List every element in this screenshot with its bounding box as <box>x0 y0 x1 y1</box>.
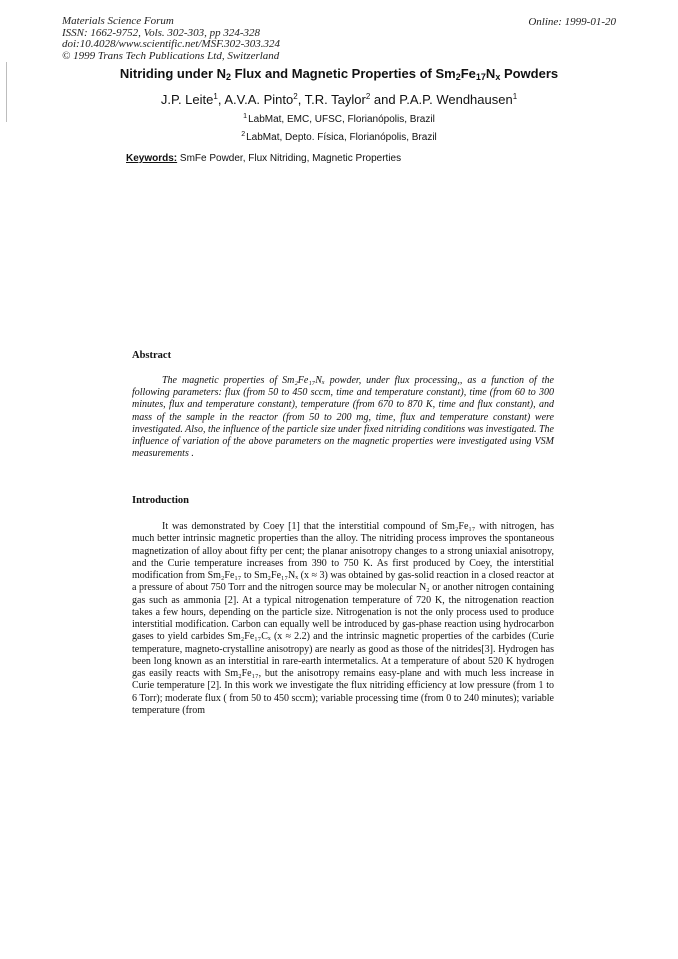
title-part: N <box>485 66 496 81</box>
author-name: and P.A.P. Wendhausen <box>370 92 513 107</box>
affiliation-number: 1 <box>243 113 248 120</box>
abstract-body: The magnetic properties of Sm₂Fe₁₇Nₓ powder, under flux processing,, as a function of the following parameters: flux (from 50 to 450 sccm, time and temperature constant), time (from 60 to 300 minutes, flux and temperature constant), temperature (from 670 to 870 K, time and flux constant), and mass of the sample in the reactor (from 50 to 200 mg, time, flux and temperature constant) were investigated. Also, the influence of the particle size under fixed nitriding conditions was investigated. The influence of variation of the above parameters on the magnetic properties were investigated using VSM measurements . <box>132 375 554 460</box>
author-affil-ref: 2 <box>293 92 298 101</box>
keywords <box>126 153 401 164</box>
doi-line[interactable]: doi:10.4028/www.scientific.net/MSF.302-303.324 <box>62 38 281 50</box>
title-part: Nitriding under N <box>119 66 227 81</box>
author-affil-ref: 2 <box>365 92 371 101</box>
title-subscript: 2 <box>455 72 461 82</box>
introduction-heading: Introduction <box>132 495 189 506</box>
affiliation-1 <box>0 113 678 125</box>
author-name: , T.R. Taylor <box>297 92 366 107</box>
title-part: Powders <box>500 66 559 81</box>
title-subscript: 17 <box>475 72 486 82</box>
title-subscript: x <box>495 72 501 82</box>
author-affil-ref: 1 <box>512 92 518 101</box>
online-date: Online: 1999-01-20 <box>528 16 616 28</box>
author-name: J.P. Leite <box>160 92 214 107</box>
keywords-text: SmFe Powder, Flux Nitriding, Magnetic Properties <box>177 153 402 164</box>
author-affil-ref: 1 <box>213 92 218 101</box>
affiliation-number: 2 <box>241 131 246 138</box>
paper-title <box>0 66 678 82</box>
title-part: Flux and Magnetic Properties of Sm <box>231 66 456 81</box>
abstract-heading: Abstract <box>132 350 172 361</box>
affiliation-2 <box>0 131 678 143</box>
author-list <box>0 92 678 107</box>
affiliation-text: LabMat, EMC, UFSC, Florianópolis, Brazil <box>248 114 435 125</box>
title-subscript: 2 <box>226 72 232 82</box>
title-part: Fe <box>460 66 476 81</box>
copyright-line: © 1999 Trans Tech Publications Ltd, Switzerland <box>62 49 280 62</box>
keywords-label: Keywords: <box>126 153 178 164</box>
author-name: , A.V.A. Pinto <box>217 92 294 107</box>
affiliation-text: LabMat, Depto. Física, Florianópolis, Brazil <box>246 132 437 143</box>
issn-line: ISSN: 1662-9752, Vols. 302-303, pp 324-328 <box>62 26 260 39</box>
introduction-body: It was demonstrated by Coey [1] that the interstitial compound of Sm₂Fe₁₇ with nitrogen, has much better intrinsic magnetic properties than the alloy. The nitriding process improves the spontaneous magnetization of alloy about fifty per cent; the planar anisotropy changes to a strong uniaxial anisotropy, and the Curie temperature increases from 390 to 750 K. As first produced by Coey, the interstitial modification from Sm₂Fe₁₇ to Sm₂Fe₁₇Nₓ (x ≈ 3) was obtained by gas-solid reaction in a closed reactor at a pressure of about 750 Torr and the nitrogen source may be molecular N₂ or another nitrogen containing gas such as ammonia [2]. At a typical nitrogenation temperature of 720 K, the nitrogenation reaction takes a few hours, depending on the particle size. Nitrogenation is not the only process used to produce interstitial modification. Carbon can equally well be introduced by gas-phase reaction using hydrocarbon gases to yield carbides Sm₂Fe₁₇Cₓ (x ≈ 2.2) and the intrinsic magnetic properties of the carbides (Curie temperature, magneto-crystalline anisotropy) are nearly as good as those of the nitrides[3]. Hydrogen has been long known as an interstitial in rare-earth intermetalics. At a temperature of about 520 K hydrogen gas easily reacts with Sm₂Fe₁₇, but the anisotropy remains easy-plane and with much less increase in Curie temperature [2]. In this work we investigate the flux nitriding efficiency at low pressure (from 1 to 6 Torr); moderate flux ( from 50 to 450 sccm); variable processing time (from 0 to 240 minutes); variable temperature (from <box>132 521 554 716</box>
journal-name: Materials Science Forum <box>62 15 174 27</box>
journal-header <box>62 16 280 62</box>
